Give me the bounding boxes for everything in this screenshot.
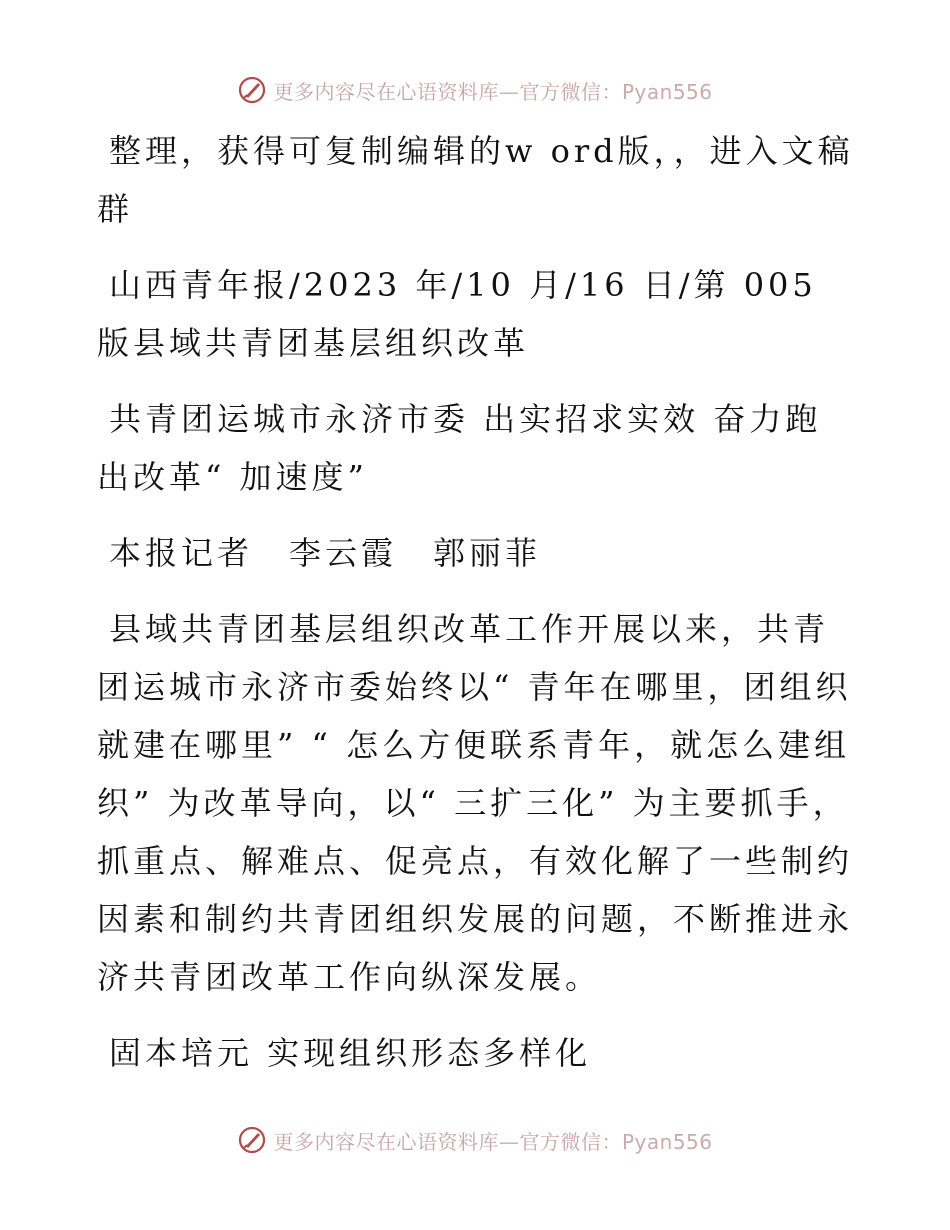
paragraph-subheading: 固本培元 实现组织形态多样化 xyxy=(109,1034,592,1072)
watermark-main: 更多内容尽在心语资料库 xyxy=(273,79,499,104)
watermark-channel: 官方微信： xyxy=(519,79,622,104)
watermark-text xyxy=(273,1126,712,1155)
watermark-handle: Pyan556 xyxy=(621,1129,713,1154)
watermark-channel: 官方微信： xyxy=(519,1129,622,1154)
paragraph-source: 山西青年报/2023 年/10 月/16 日/第 005 版县域共青团基层组织改革 xyxy=(97,266,817,362)
watermark-main: 更多内容尽在心语资料库 xyxy=(273,1129,499,1154)
header-watermark xyxy=(0,70,950,110)
watermark-dash: — xyxy=(498,79,520,104)
quill-pen-circle-icon xyxy=(237,1125,267,1155)
paragraph-body: 县域共青团基层组织改革工作开展以来，共青团运城市永济市委始终以“ 青年在哪里，团组织就建在哪里” “ 怎么方便联系青年，就怎么建组织” 为改革导向，以“ 三扩三化” 为主要抓手，抓重点、解难点、促亮点，有效化解了一些制约因素和制约共青团组织发展的问题，不断推进永济共青团改革工作向纵深发展。 xyxy=(97,610,854,996)
paragraph-headline: 共青团运城市永济市委 出实招求实效 奋力跑出改革“ 加速度” xyxy=(97,400,822,496)
footer-watermark xyxy=(0,1120,950,1160)
paragraph-byline: 本报记者 李云霞 郭丽菲 xyxy=(109,534,542,572)
document-body xyxy=(97,122,857,1100)
paragraph-intro: 整理，获得可复制编辑的w ord版，，进入文稿群 xyxy=(97,132,854,228)
watermark-dash: — xyxy=(498,1129,520,1154)
watermark-text xyxy=(273,76,712,105)
quill-pen-circle-icon xyxy=(237,75,267,105)
watermark-handle: Pyan556 xyxy=(621,79,713,104)
